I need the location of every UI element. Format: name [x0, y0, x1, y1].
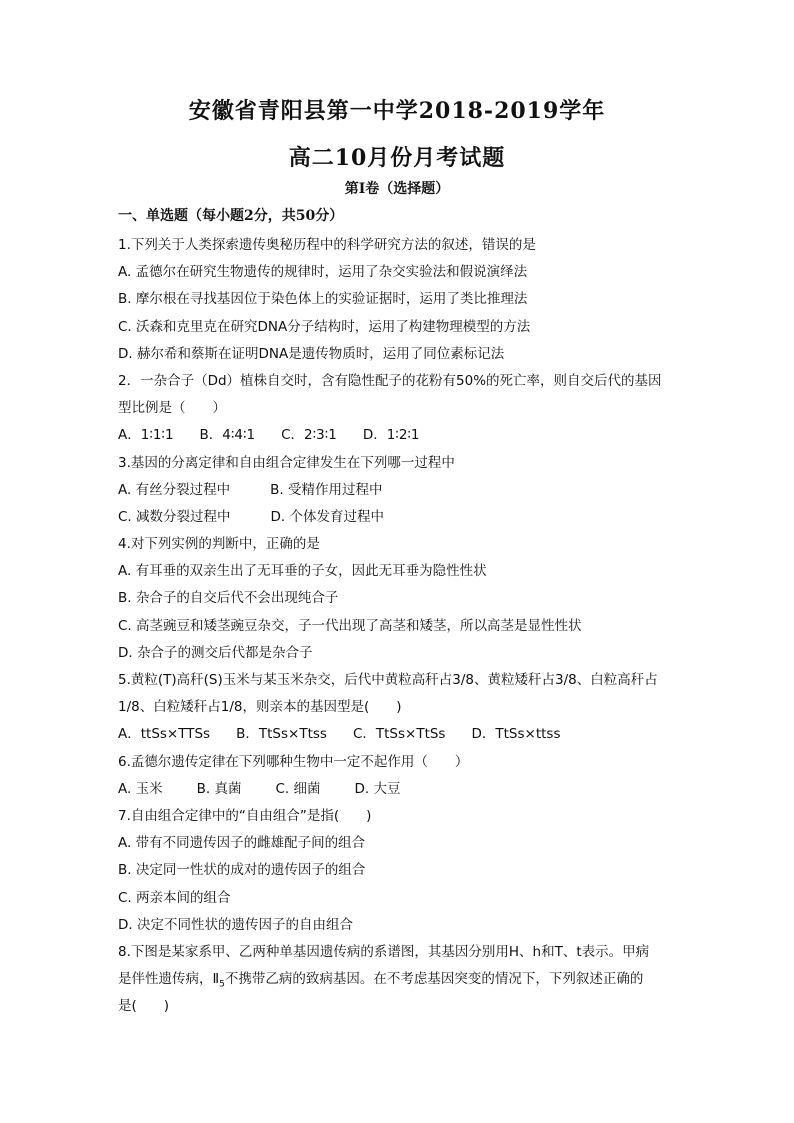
- question-2-option-a: A．1∶1∶1: [118, 427, 174, 444]
- question-5-option-b: B．TtSs×Ttss: [236, 726, 327, 743]
- question-list: [118, 232, 688, 1020]
- question-8-stem-line-2-end: 不携带乙病的致病基因。在不考虑基因突变的情况下，下列叙述正确的: [224, 971, 644, 988]
- question-2-options: [118, 422, 688, 449]
- question-3-option-d: D. 个体发育过程中: [270, 508, 384, 525]
- question-8-subscript: 5: [219, 979, 225, 990]
- question-7-stem: 7.自由组合定律中的“自由组合”是指( ): [118, 807, 372, 824]
- section-heading: 一、单选题（每小题2分，共50分）: [118, 208, 344, 224]
- question-5-option-a: A．ttSs×TTSs: [118, 726, 211, 743]
- question-3-stem: 3.基因的分离定律和自由组合定律发生在下列哪一过程中: [118, 454, 455, 471]
- question-7-option-c: C. 两亲本间的组合: [118, 889, 231, 906]
- question-4-option-b: B. 杂合子的自交后代不会出现纯合子: [118, 590, 339, 607]
- question-1-option-a: A. 孟德尔在研究生物遗传的规律时，运用了杂交实验法和假说演绎法: [118, 264, 528, 281]
- question-4-option-d: D. 杂合子的测交后代都是杂合子: [118, 644, 313, 661]
- exam-title-school: 安徽省青阳县第一中学2018-2019学年: [188, 98, 606, 124]
- question-5-options: [118, 721, 688, 748]
- question-4-option-c: C. 高茎豌豆和矮茎豌豆杂交，子一代出现了高茎和矮茎，所以高茎是显性性状: [118, 617, 582, 634]
- question-8-stem-line-1: 8.下图是某家系甲、乙两种单基因遗传病的系谱图，其基因分别用H、h和T、t表示。甲病: [118, 943, 650, 960]
- question-3-option-a: A. 有丝分裂过程中: [118, 481, 231, 498]
- question-5-stem-line-2: 1/8、白粒矮秆占1/8，则亲本的基因型是( ): [118, 699, 402, 716]
- question-6-option-a: A. 玉米: [118, 780, 163, 797]
- question-3-options-row-2: [118, 504, 688, 531]
- question-2-stem-line-2: 型比例是（ ）: [118, 400, 226, 417]
- question-3-option-b: B. 受精作用过程中: [270, 481, 383, 498]
- question-7-option-d: D. 决定不同性状的遗传因子的自由组合: [118, 916, 353, 933]
- question-6-option-c: C. 细菌: [275, 780, 321, 797]
- question-4-stem: 4.对下列实例的判断中，正确的是: [118, 536, 320, 553]
- question-5-option-c: C．TtSs×TtSs: [352, 726, 446, 743]
- question-6-stem: 6.孟德尔遗传定律在下列哪种生物中一定不起作用（ ）: [118, 753, 469, 770]
- question-1-stem: 1.下列关于人类探索遗传奥秘历程中的科学研究方法的叙述，错误的是: [118, 237, 536, 253]
- question-7-option-b: B. 决定同一性状的成对的遗传因子的组合: [118, 862, 366, 879]
- question-8-stem-line-2: [118, 966, 688, 993]
- exam-title-test: 高二10月份月考试题: [288, 145, 506, 171]
- question-6-options: [118, 776, 688, 803]
- question-2-option-c: C．2∶3∶1: [281, 427, 337, 444]
- question-6-option-b: B. 真菌: [196, 780, 242, 797]
- volume-title: 第I卷（选择题）: [344, 181, 450, 197]
- question-7-option-a: A. 带有不同遗传因子的雌雄配子间的组合: [118, 835, 366, 852]
- question-8-stem-line-3: 是( ): [118, 998, 170, 1015]
- question-2-option-d: D．1∶2∶1: [362, 427, 420, 444]
- question-8-stem-line-2-start: 是伴性遗传病，Ⅱ: [118, 971, 220, 988]
- question-3-options-row-1: [118, 477, 688, 504]
- question-4-option-a: A. 有耳垂的双亲生出了无耳垂的子女，因此无耳垂为隐性性状: [118, 563, 487, 580]
- question-5-stem-line-1: 5.黄粒(T)高秆(S)玉米与某玉米杂交，后代中黄粒高秆占3/8、黄粒矮秆占3/8、白粒高秆占: [118, 672, 658, 688]
- question-1-option-d: D. 赫尔希和蔡斯在证明DNA是遗传物质时，运用了同位素标记法: [118, 345, 505, 362]
- question-2-option-b: B．4∶4∶1: [199, 427, 256, 444]
- question-1-option-b: B. 摩尔根在寻找基因位于染色体上的实验证据时，运用了类比推理法: [118, 291, 528, 308]
- question-1-option-c: C. 沃森和克里克在研究DNA分子结构时，运用了构建物理模型的方法: [118, 318, 531, 335]
- question-5-option-d: D．TtSs×ttss: [471, 726, 561, 743]
- question-6-option-d: D. 大豆: [354, 780, 401, 797]
- question-2-stem-line-1: 2．一杂合子（Dd）植株自交时，含有隐性配子的花粉有50%的死亡率，则自交后代的基因: [118, 372, 662, 389]
- question-3-option-c: C. 减数分裂过程中: [118, 508, 231, 525]
